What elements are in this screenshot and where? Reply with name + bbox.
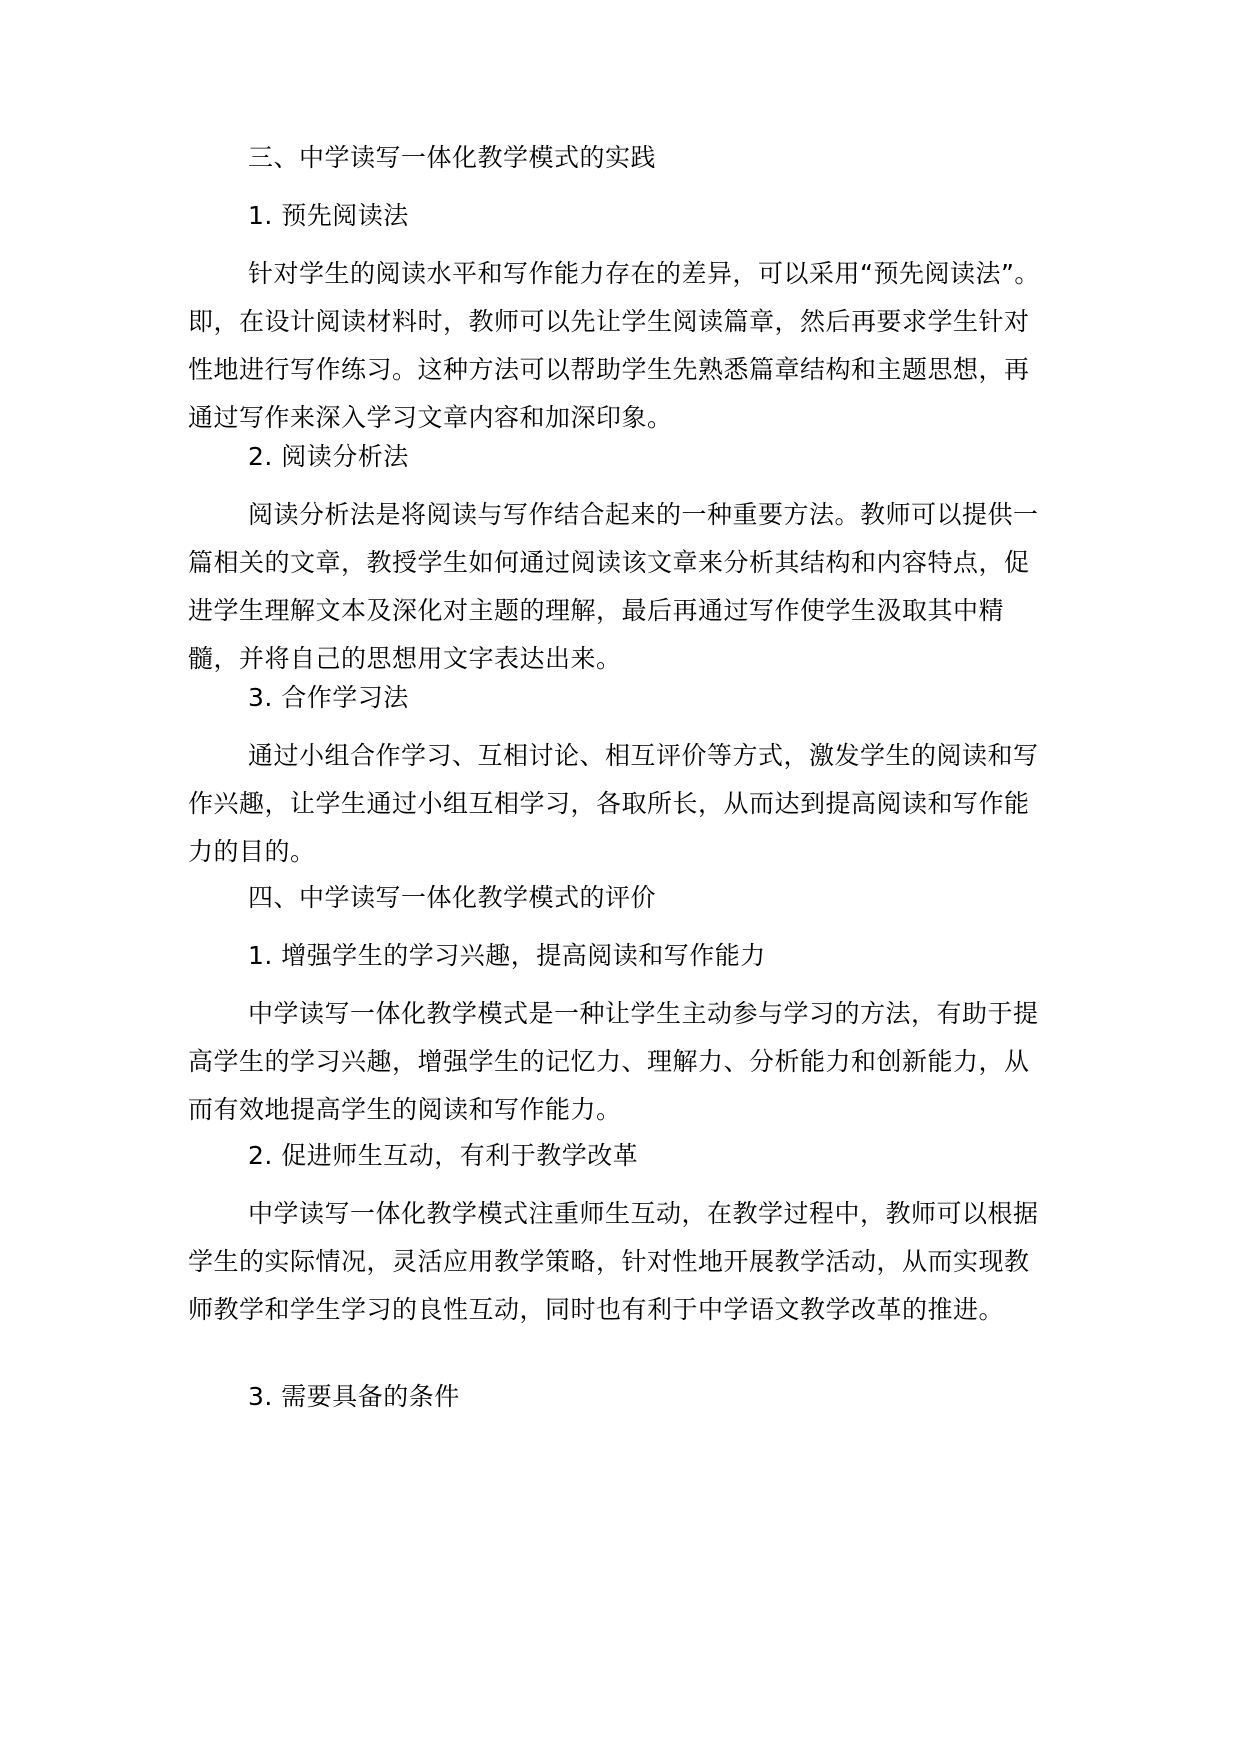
subheading-conditions: 3. 需要具备的条件 xyxy=(248,1382,460,1411)
subheading-interest: 1. 增强学生的学习兴趣，提高阅读和写作能力 xyxy=(248,941,766,970)
subheading-reading-analysis: 2. 阅读分析法 xyxy=(248,442,409,471)
paragraph-interaction: 中学读写一体化教学模式注重师生互动，在教学过程中，教师可以根据学生的实际情况，灵活应用教学策略，针对性地开展教学活动，从而实现教师教学和学生学习的良性互动，同时也有利于中学语文教学改革的推进。 xyxy=(188,1199,1039,1324)
paragraph-cooperative-learning: 通过小组合作学习、互相讨论、相互评价等方式，激发学生的阅读和写作兴趣，让学生通过小组互相学习，各取所长，从而达到提高阅读和写作能力的目的。 xyxy=(188,741,1039,866)
paragraph-pre-reading: 针对学生的阅读水平和写作能力存在的差异，可以采用“预先阅读法”。即，在设计阅读材料时，教师可以先让学生阅读篇章，然后再要求学生针对性地进行写作练习。这种方法可以帮助学生先熟悉篇章结构和主题思想，再通过写作来深入学习文章内容和加深印象。 xyxy=(188,259,1040,432)
paragraph-interest: 中学读写一体化教学模式是一种让学生主动参与学习的方法，有助于提高学生的学习兴趣，增强学生的记忆力、理解力、分析能力和创新能力，从而有效地提高学生的阅读和写作能力。 xyxy=(188,999,1039,1124)
section-heading-practice: 三、中学读写一体化教学模式的实践 xyxy=(248,143,657,172)
paragraph-reading-analysis: 阅读分析法是将阅读与写作结合起来的一种重要方法。教师可以提供一篇相关的文章，教授学生如何通过阅读该文章来分析其结构和内容特点，促进学生理解文本及深化对主题的理解，最后再通过写作使学生汲取其中精髓，并将自己的思想用文字表达出来。 xyxy=(188,500,1039,673)
subheading-interaction: 2. 促进师生互动，有利于教学改革 xyxy=(248,1141,639,1170)
section-heading-evaluation: 四、中学读写一体化教学模式的评价 xyxy=(248,883,657,912)
subheading-pre-reading: 1. 预先阅读法 xyxy=(248,201,409,230)
subheading-cooperative-learning: 3. 合作学习法 xyxy=(248,683,409,712)
